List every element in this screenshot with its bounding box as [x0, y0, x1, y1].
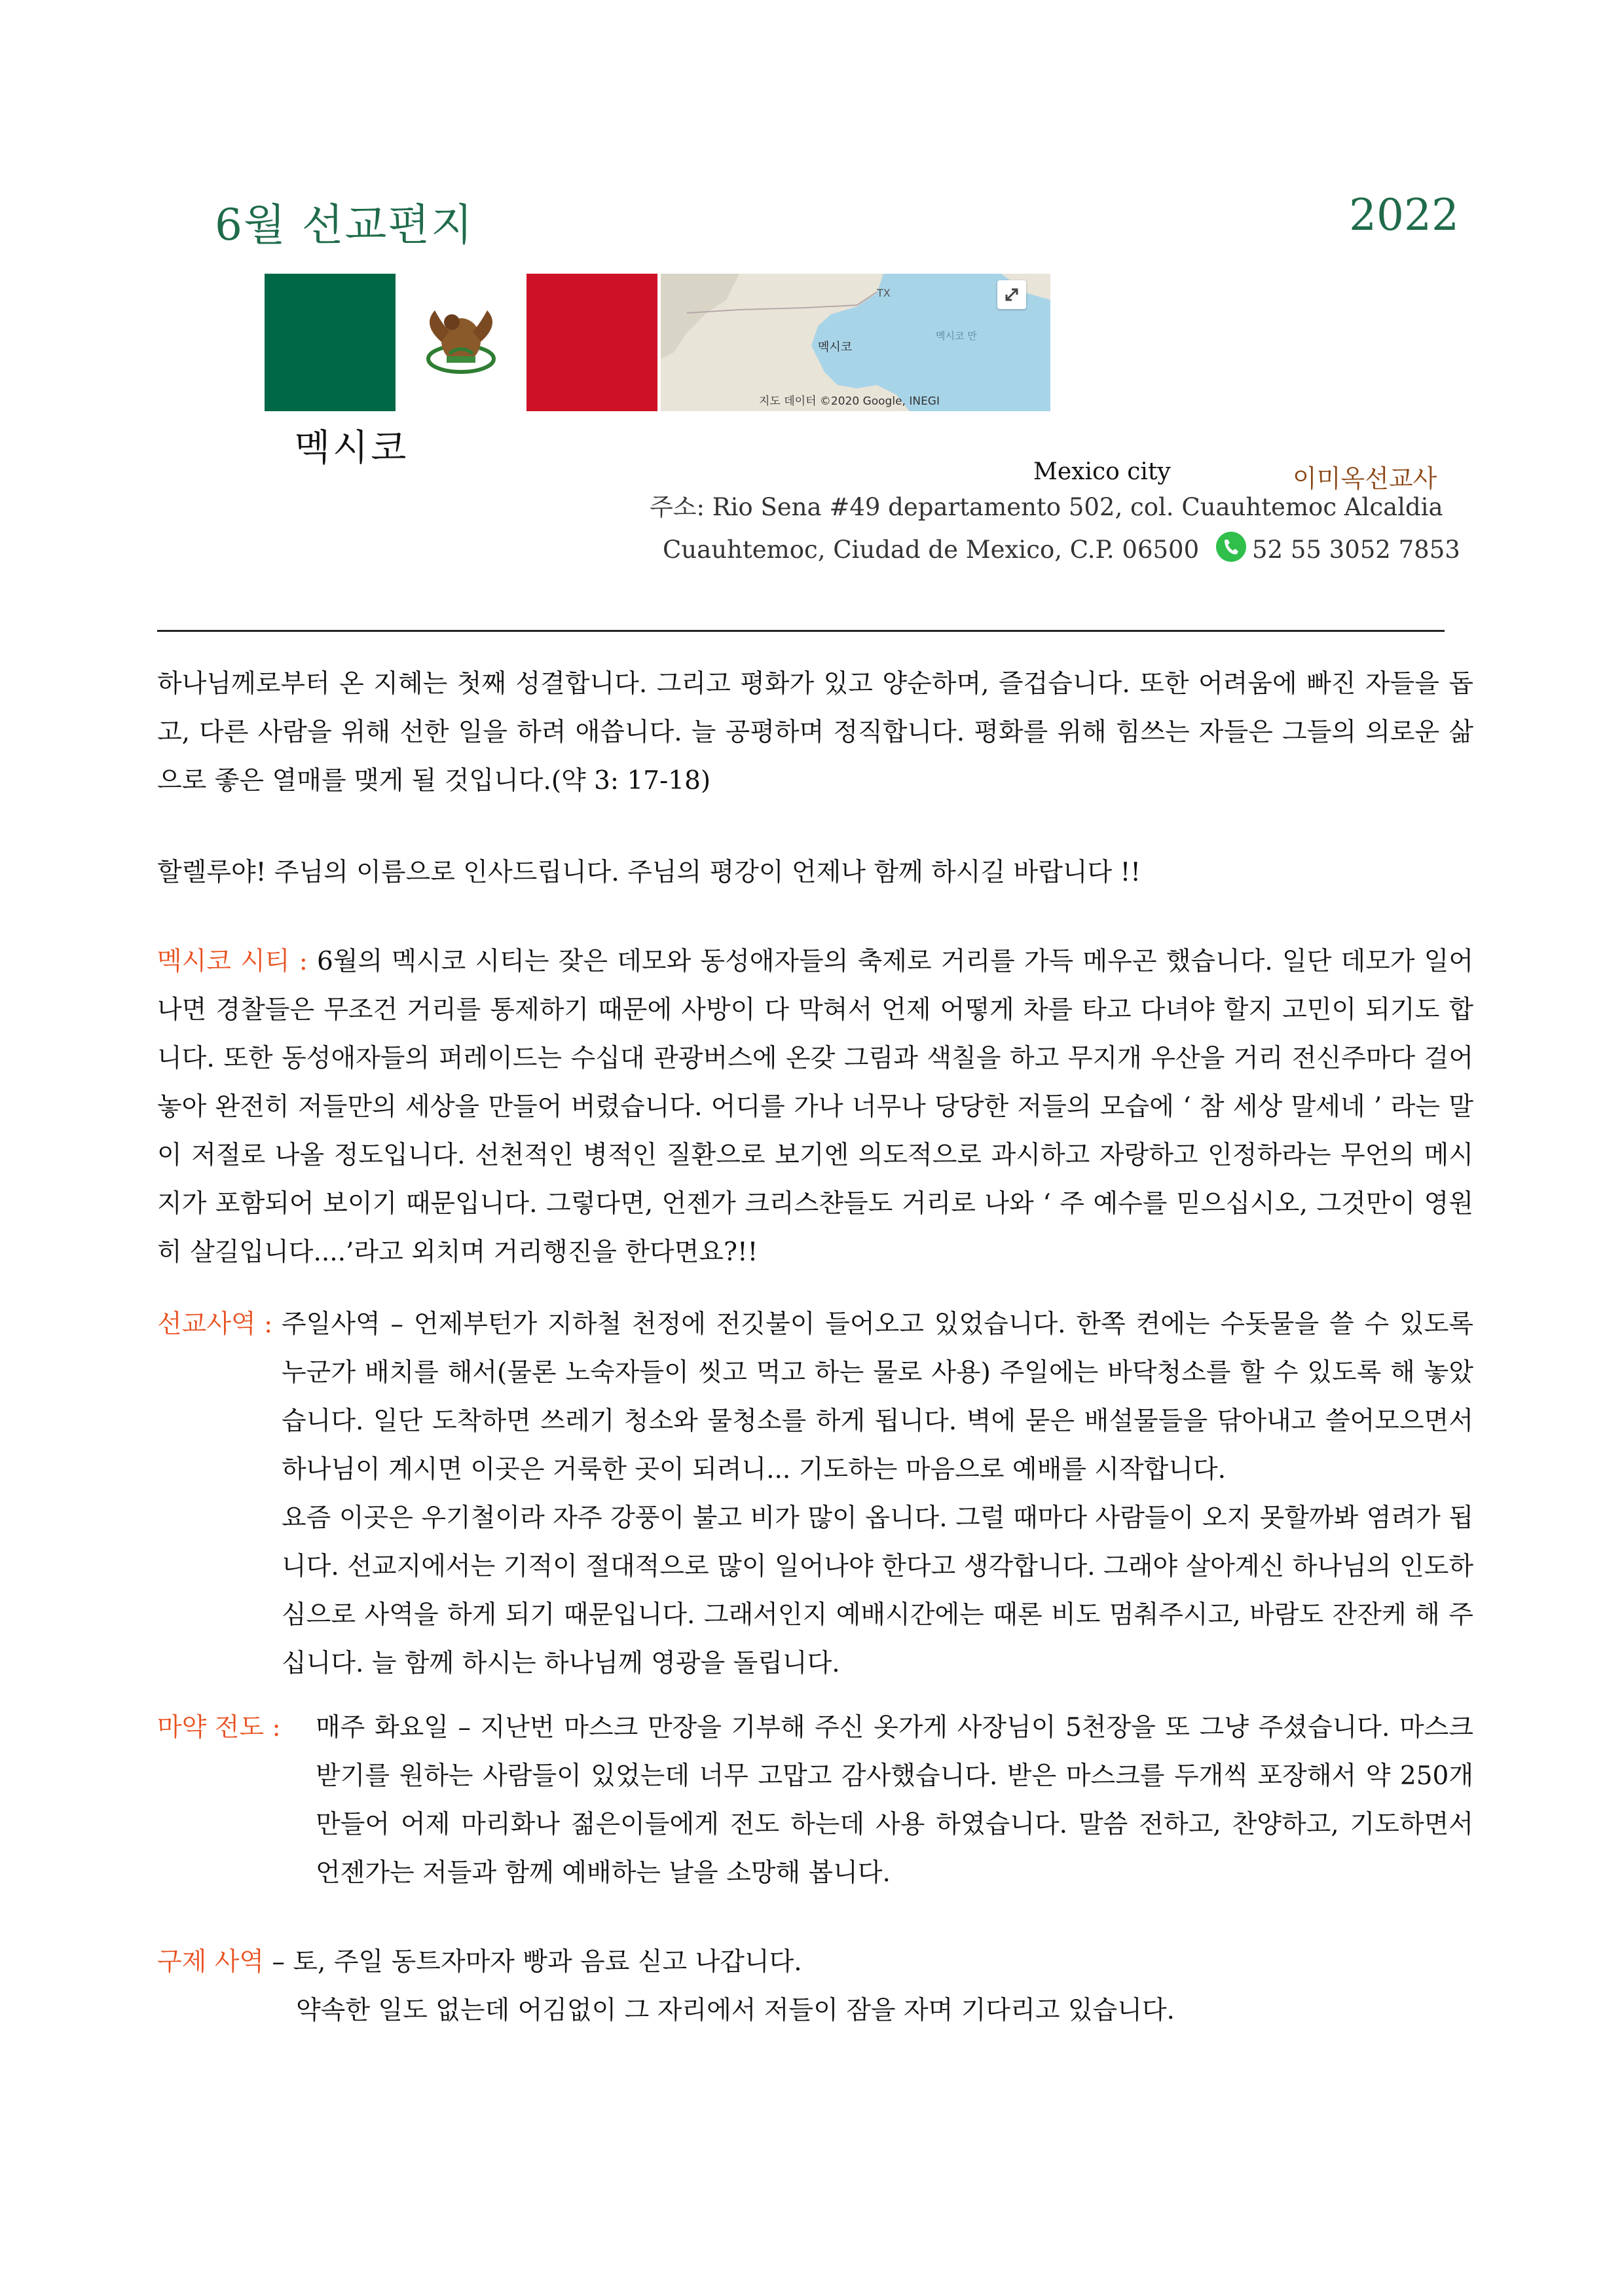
page-title: 6월 선교편지 [215, 200, 474, 250]
greeting: 할렐루야! 주님의 이름으로 인사드립니다. 주님의 평강이 언제나 함께 하시길 바랍니다 !! [157, 858, 1141, 887]
map-label-tx: TX [877, 287, 891, 299]
map-label-gulf: 멕시코 만 [936, 330, 977, 342]
mexico-city-section [157, 938, 1473, 1277]
map-label-mexico: 멕시코 [818, 340, 853, 354]
mexico-flag [265, 274, 657, 411]
phone-icon [1216, 532, 1246, 562]
map-thumbnail[interactable] [661, 274, 1050, 411]
relief-text-2: 약속한 일도 없는데 어김없이 그 자리에서 저들이 잠을 자며 기다리고 있습니다. [296, 1996, 1175, 2025]
city-name: Mexico city [1033, 458, 1171, 485]
relief-text: – 토, 주일 동트자마자 빵과 음료 싣고 나갑니다. [264, 1947, 802, 1977]
relief-heading [157, 1938, 802, 1987]
phone-number: 52 55 3052 7853 [1252, 536, 1460, 564]
map-graphic [661, 274, 1050, 411]
expand-icon[interactable] [997, 280, 1026, 309]
mexico-city-label: 멕시코 시티 : [157, 947, 308, 976]
mission-work-text: 주일사역 – 언제부턴가 지하철 천정에 전깃불이 들어오고 있었습니다. 한쪽 켠에는 수돗물을 쓸 수 있도록 누군가 배치를 해서(물론 노숙자들이 씻고 먹고 하는 물로 사용) 주일에는 바닥청소를 할 수 있도록 해 놓았습니다. 일단 도착하면 쓰레기 청소와 물청소를 하게 됩니다. 벽에 묻은 배설물들을 닦아내고 쓸어모으면서 하나님이 계시면 이곳은 거룩한 곳이 되려니... 기도하는 마음으로 예배를 시작합니다. [282, 1310, 1473, 1484]
relief-label: 구제 사역 [157, 1947, 265, 1977]
divider [157, 630, 1445, 632]
map-credit: 지도 데이터 ©2020 Google, INEGI [759, 395, 940, 408]
mission-work-label: 선교사역 : [157, 1310, 273, 1339]
missionary-name: 이미옥선교사 [1293, 464, 1437, 493]
year: 2022 [1349, 190, 1459, 240]
bible-verse: 하나님께로부터 온 지혜는 첫째 성결합니다. 그리고 평화가 있고 양순하며, 즐겁습니다. 또한 어려움에 빠진 자들을 돕고, 다른 사람을 위해 선한 일을 하려 애씁니다. 늘 공평하며 정직합니다. 평화를 위해 힘쓰는 자들은 그들의 의로운 삶으로 좋은 열매를 맺게 될 것입니다.(약 3: 17-18) [157, 669, 1473, 796]
country-label: 멕시코 [295, 427, 409, 469]
mexico-city-text: 6월의 멕시코 시티는 잦은 데모와 동성애자들의 축제로 거리를 가득 메우곤 했습니다. 일단 데모가 일어나면 경찰들은 무조건 거리를 통제하기 때문에 사방이 다 막혀서 언제 어떻게 차를 타고 다녀야 할지 고민이 되기도 합니다. 또한 동성애자들의 퍼레이드는 수십대 관광버스에 온갖 그림과 색칠을 하고 무지개 우산을 거리 전신주마다 걸어놓아 완전히 저들만의 세상을 만들어 버렸습니다. 어디를 가나 너무나 당당한 저들의 모습에 ‘ 참 세상 말세네 ’ 라는 말이 저절로 나올 정도입니다. 선천적인 병적인 질환으로 보기엔 의도적으로 과시하고 자랑하고 인정하라는 무언의 메시지가 포함되어 보이기 때문입니다. 그렇다면, 언젠가 크리스챤들도 거리로 나와 ‘ 주 예수를 믿으십시오, 그것만이 영원히 살길입니다....’라고 외치며 거리행진을 한다면요?!! [157, 947, 1473, 1267]
mission-work-text-2: 요즘 이곳은 우기철이라 자주 강풍이 불고 비가 많이 옵니다. 그럴 때마다 사람들이 오지 못할까봐 염려가 됩니다. 선교지에서는 기적이 절대적으로 많이 일어나야 한다고 생각합니다. 그래야 살아계신 하나님의 인도하심으로 사역을 하게 되기 때문입니다. 그래서인지 예배시간에는 때론 비도 멈춰주시고, 바람도 잔잔케 해 주십니다. 늘 함께 하시는 하나님께 영광을 돌립니다. [282, 1503, 1473, 1678]
address-line-1: 주소: Rio Sena #49 departamento 502, col. Cuauhtemoc Alcaldia [650, 493, 1443, 521]
drug-mission-label: 마약 전도 : [157, 1713, 281, 1742]
header-image [265, 274, 1050, 469]
address-line-2: Cuauhtemoc, Ciudad de Mexico, C.P. 06500 [663, 536, 1200, 564]
drug-mission-text: 매주 화요일 – 지난번 마스크 만장을 기부해 주신 옷가게 사장님이 5천장을 또 그냥 주셨습니다. 마스크 받기를 원하는 사람들이 있었는데 너무 고맙고 감사했습니다. 받은 마스크를 두개씩 포장해서 약 250개 만들어 어제 마리화나 젊은이들에게 전도 하는데 사용 하였습니다. 말씀 전하고, 찬양하고, 기도하면서 언젠가는 저들과 함께 예배하는 날을 소망해 봅니다. [316, 1713, 1473, 1888]
